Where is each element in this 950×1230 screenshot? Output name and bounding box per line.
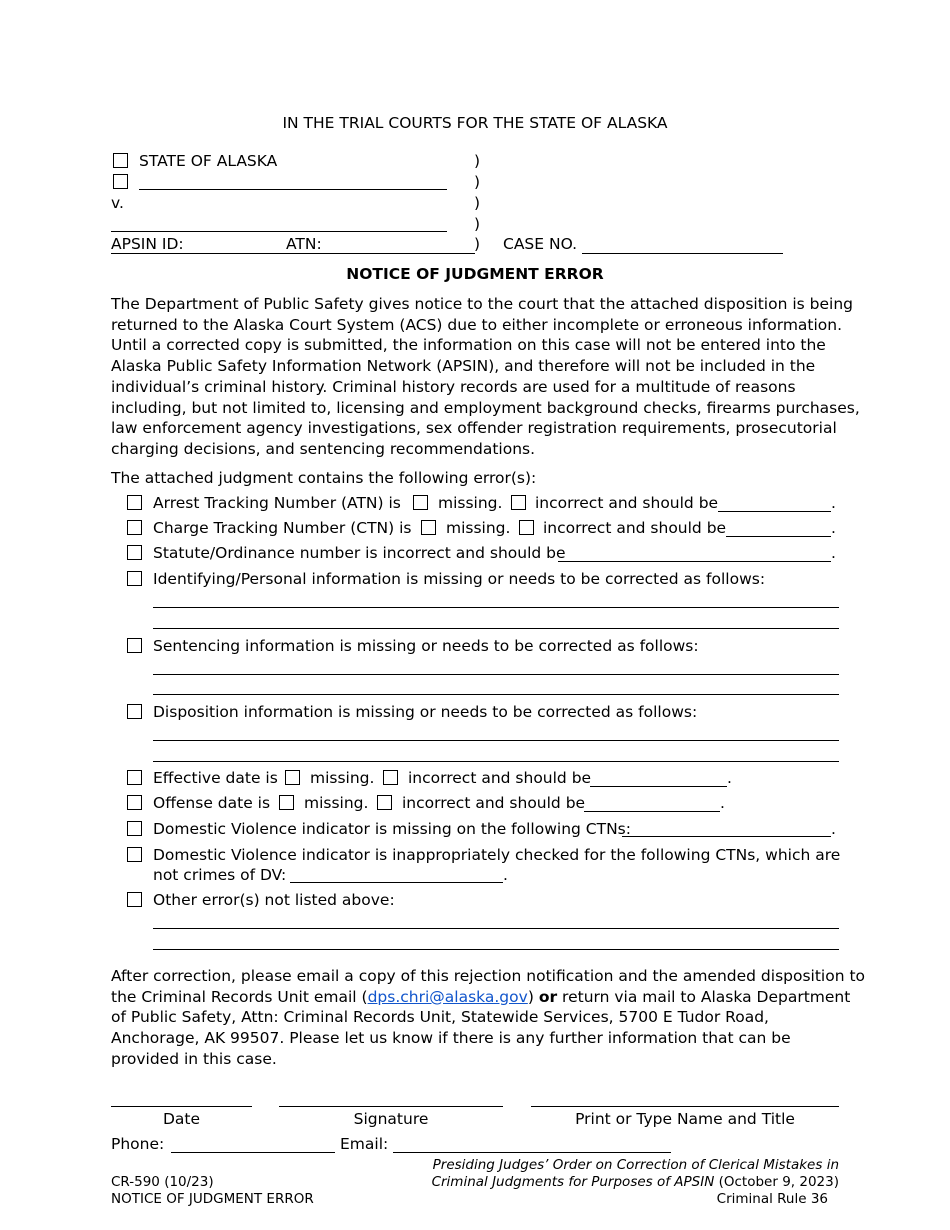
dv-inappropriate-label-2: not crimes of DV:: [153, 866, 287, 884]
name-title-label: Print or Type Name and Title: [575, 1110, 795, 1128]
dv-inappropriate-checkbox[interactable]: [127, 847, 142, 862]
state-of-alaska-checkbox[interactable]: [113, 153, 128, 168]
other-plaintiff-checkbox[interactable]: [113, 174, 128, 189]
offense-date-incorrect-checkbox[interactable]: [377, 795, 392, 810]
other-details-line-1[interactable]: [153, 928, 839, 929]
intro-line: including, but not limited to, licensing and employment background checks, firearms purchases,: [111, 398, 860, 417]
period: .: [831, 544, 836, 562]
other-details-line-2[interactable]: [153, 949, 839, 950]
effective-date-incorrect-label: incorrect and should be: [408, 769, 592, 787]
offense-date-error-checkbox[interactable]: [127, 795, 142, 810]
period: .: [727, 769, 732, 787]
order-line-1: Presiding Judges’ Order on Correction of Clerical Mistakes in: [432, 1157, 839, 1173]
dv-inappropriate-label: Domestic Violence indicator is inappropriately checked for the following CTNs, which are: [153, 846, 841, 864]
statute-error-label: Statute/Ordinance number is incorrect and should be: [153, 544, 566, 562]
atn-label: ATN:: [286, 235, 322, 253]
ctn-missing-checkbox[interactable]: [421, 520, 436, 535]
identifying-details-line-2[interactable]: [153, 628, 839, 629]
court-title: IN THE TRIAL COURTS FOR THE STATE OF ALASKA: [282, 114, 668, 132]
period: .: [831, 519, 836, 537]
intro-line: individual’s criminal history. Criminal history records are used for a multitude of reasons: [111, 377, 796, 396]
caption-paren: ): [474, 215, 481, 233]
intro-paragraph: [111, 294, 860, 460]
identifying-details-line-1[interactable]: [153, 607, 839, 608]
intro-line: charging decisions, and sentencing recommendations.: [111, 439, 536, 458]
statute-correct-field[interactable]: [558, 561, 831, 562]
disposition-error-label: Disposition information is missing or needs to be corrected as follows:: [153, 703, 698, 721]
closing-line: Anchorage, AK 99507. Please let us know if there is any further information that can be: [111, 1029, 791, 1048]
effective-date-incorrect-checkbox[interactable]: [383, 770, 398, 785]
closing-line: [111, 987, 865, 1008]
signature-label: Signature: [353, 1110, 429, 1128]
atn-missing-checkbox[interactable]: [413, 495, 428, 510]
notice-title: NOTICE OF JUDGMENT ERROR: [346, 265, 604, 283]
disposition-details-line-2[interactable]: [153, 761, 839, 762]
offense-date-missing-label: missing.: [304, 794, 369, 812]
caption-paren: ): [474, 235, 481, 253]
caption-paren: ): [474, 173, 481, 191]
closing-or: or: [538, 987, 558, 1006]
email-link[interactable]: dps.chri@alaska.gov: [367, 987, 528, 1006]
effective-date-missing-label: missing.: [310, 769, 375, 787]
sentencing-error-checkbox[interactable]: [127, 638, 142, 653]
intro-line: returned to the Alaska Court System (ACS) due to either incomplete or erroneous information.: [111, 315, 843, 334]
other-plaintiff-field[interactable]: [139, 189, 447, 190]
offense-date-label: Offense date is: [153, 794, 271, 812]
order-line-2: [432, 1174, 839, 1191]
other-error-checkbox[interactable]: [127, 892, 142, 907]
intro-line: The Department of Public Safety gives notice to the court that the attached disposition is being: [111, 295, 854, 313]
identifying-error-checkbox[interactable]: [127, 571, 142, 586]
dv-missing-label: Domestic Violence indicator is missing on the following CTNs:: [153, 820, 631, 838]
apsin-atn-field[interactable]: [111, 253, 475, 254]
period: .: [831, 494, 836, 512]
name-title-field[interactable]: [531, 1106, 839, 1107]
other-error-label: Other error(s) not listed above:: [153, 891, 395, 909]
dv-missing-ctns-field[interactable]: [622, 836, 831, 837]
email-field[interactable]: [393, 1152, 671, 1153]
closing-paragraph: [111, 966, 865, 1070]
ctn-correct-field[interactable]: [726, 536, 831, 537]
ctn-missing-label: missing.: [446, 519, 511, 537]
phone-label: Phone:: [111, 1135, 165, 1153]
closing-line: of Public Safety, Attn: Criminal Records Unit, Statewide Services, 5700 E Tudor Road,: [111, 1008, 769, 1027]
dv-inappropriate-ctns-field[interactable]: [290, 882, 503, 883]
ctn-error-checkbox[interactable]: [127, 520, 142, 535]
offense-date-missing-checkbox[interactable]: [279, 795, 294, 810]
period: .: [503, 866, 508, 884]
atn-missing-label: missing.: [438, 494, 503, 512]
case-number-field[interactable]: [582, 253, 783, 254]
sentencing-details-line-1[interactable]: [153, 674, 839, 675]
period: .: [720, 794, 725, 812]
criminal-rule: Criminal Rule 36: [716, 1191, 828, 1207]
atn-error-checkbox[interactable]: [127, 495, 142, 510]
errors-intro: The attached judgment contains the following error(s):: [111, 469, 537, 487]
effective-date-missing-checkbox[interactable]: [285, 770, 300, 785]
statute-error-checkbox[interactable]: [127, 545, 142, 560]
caption-paren: ): [474, 152, 481, 170]
closing-text: return via mail to Alaska Department: [562, 987, 851, 1006]
intro-line: Alaska Public Safety Information Network (APSIN), and therefore will not be included in the: [111, 357, 816, 376]
closing-text: ): [527, 987, 534, 1006]
sentencing-error-label: Sentencing information is missing or needs to be corrected as follows:: [153, 637, 699, 655]
dv-missing-checkbox[interactable]: [127, 821, 142, 836]
form-number: CR-590 (10/23): [111, 1174, 214, 1190]
order-name: Criminal Judgments for Purposes of APSIN: [431, 1174, 715, 1190]
plaintiff-label: STATE OF ALASKA: [139, 152, 278, 170]
order-date: (October 9, 2023): [718, 1174, 839, 1190]
intro-line: law enforcement agency investigations, sex offender registration requirements, prosecutorial: [111, 419, 837, 438]
disposition-error-checkbox[interactable]: [127, 704, 142, 719]
date-field[interactable]: [111, 1106, 252, 1107]
case-no-label: CASE NO.: [503, 235, 578, 253]
closing-text: the Criminal Records Unit email (: [111, 987, 368, 1006]
offense-date-correct-field[interactable]: [584, 811, 720, 812]
date-label: Date: [162, 1110, 201, 1128]
period: .: [831, 820, 836, 838]
atn-incorrect-label: incorrect and should be: [535, 494, 719, 512]
ctn-error-label: Charge Tracking Number (CTN) is: [153, 519, 412, 537]
disposition-details-line-1[interactable]: [153, 740, 839, 741]
offense-date-incorrect-label: incorrect and should be: [402, 794, 586, 812]
closing-line: provided in this case.: [111, 1049, 277, 1068]
ctn-incorrect-checkbox[interactable]: [519, 520, 534, 535]
closing-line: After correction, please email a copy of this rejection notification and the amended disposition to: [111, 967, 866, 985]
atn-correct-field[interactable]: [718, 511, 831, 512]
versus-label: v.: [111, 194, 124, 212]
effective-date-label: Effective date is: [153, 769, 278, 787]
intro-line: Until a corrected copy is submitted, the information on this case will not be entered into the: [111, 336, 826, 355]
atn-incorrect-checkbox[interactable]: [511, 495, 526, 510]
effective-date-correct-field[interactable]: [590, 786, 727, 787]
form-title: NOTICE OF JUDGMENT ERROR: [111, 1191, 314, 1207]
apsin-label: APSIN ID:: [111, 235, 184, 253]
email-label: Email:: [340, 1135, 389, 1153]
identifying-error-label: Identifying/Personal information is missing or needs to be corrected as follows:: [153, 570, 766, 588]
effective-date-error-checkbox[interactable]: [127, 770, 142, 785]
sentencing-details-line-2[interactable]: [153, 694, 839, 695]
signature-field[interactable]: [279, 1106, 503, 1107]
phone-field[interactable]: [171, 1152, 335, 1153]
ctn-incorrect-label: incorrect and should be: [543, 519, 727, 537]
defendant-name-field[interactable]: [111, 231, 447, 232]
atn-error-label: Arrest Tracking Number (ATN) is: [153, 494, 401, 512]
caption-paren: ): [474, 194, 481, 212]
